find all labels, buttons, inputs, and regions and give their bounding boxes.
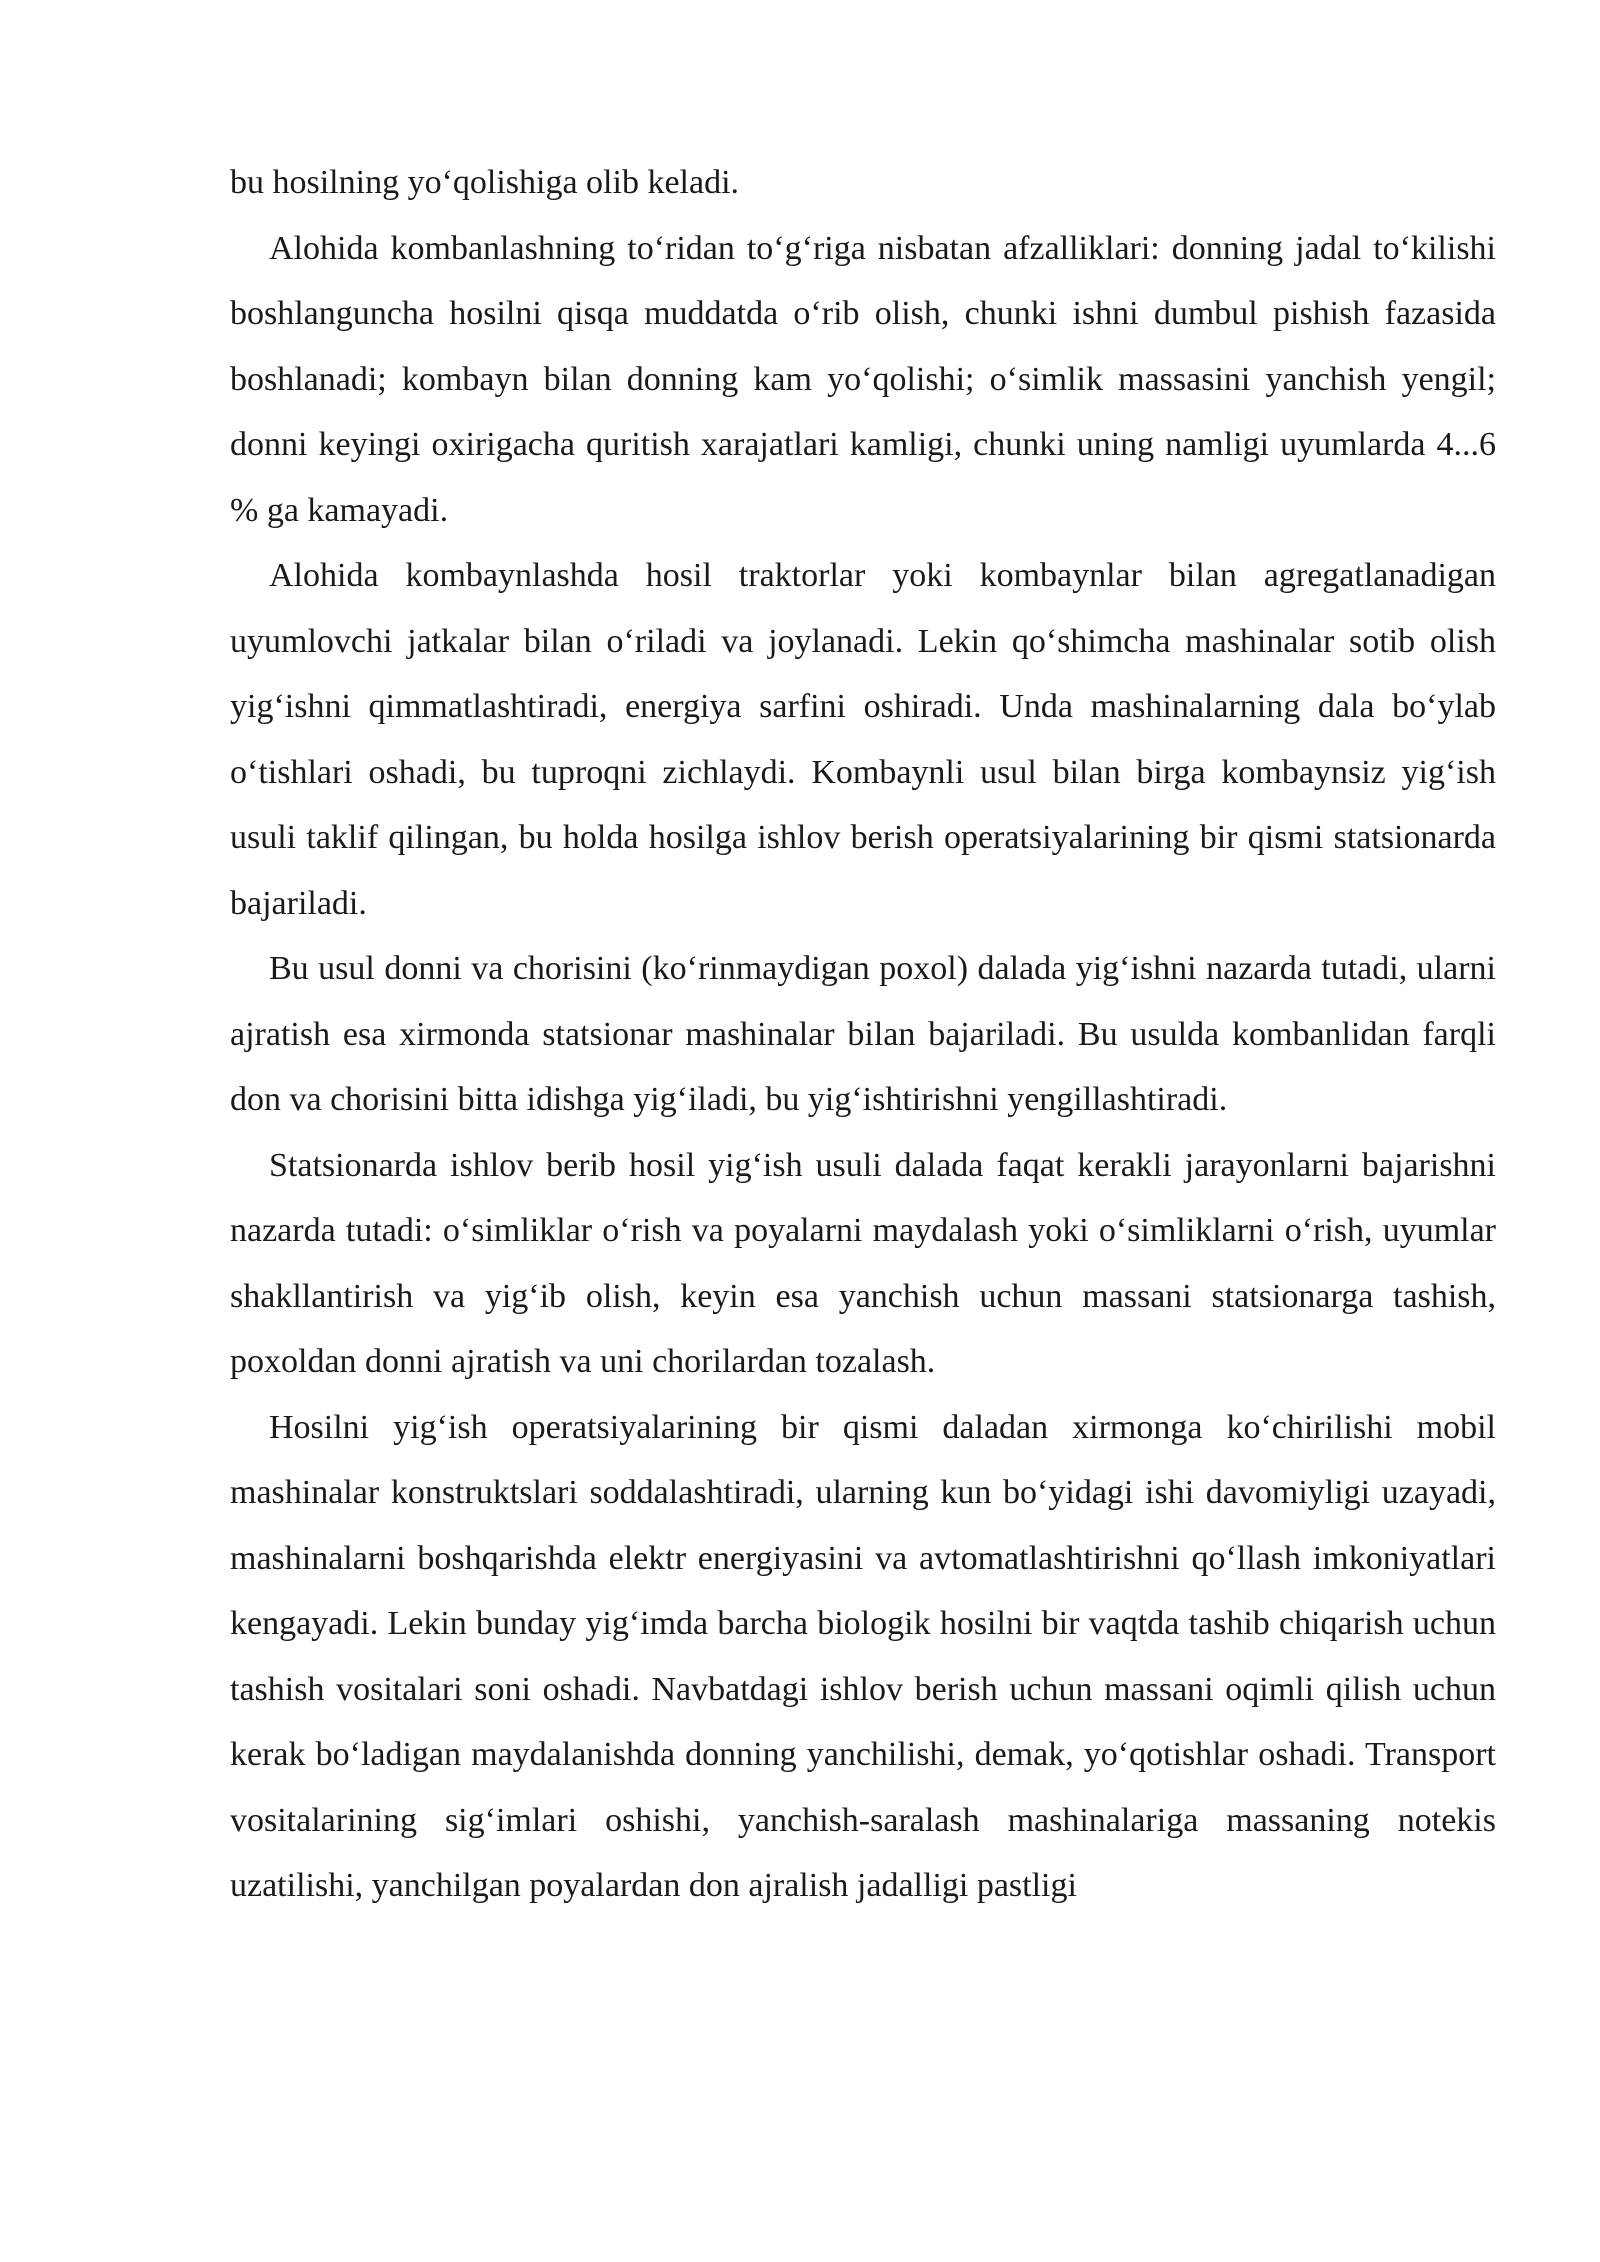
paragraph: Alohida kombaynlashda hosil traktorlar yoki kombaynlar bilan agregatlanadigan uyumlovchi jatkalar bilan o‘riladi va joylanadi. Lekin qo‘shimcha mashinalar sotib olish yig‘ishni qimmatlashtiradi, energiya sarfini oshiradi. Unda mashinalarning dala bo‘ylab o‘tishlari oshadi, bu tuproqni zichlaydi. Kombaynli usul bilan birga kombaynsiz yig‘ish usuli taklif qilingan, bu holda hosilga ishlov berish operatsiyalarining bir qismi statsionarda bajariladi. <box>230 557 1496 922</box>
paragraph-continuation: bu hosilning yo‘qolishiga olib keladi. <box>230 164 740 201</box>
document-body <box>230 150 1496 1919</box>
paragraph: Statsionarda ishlov berib hosil yig‘ish usuli dalada faqat kerakli jarayonlarni bajarishni nazarda tutadi: o‘simliklar o‘rish va poyalarni maydalash yoki o‘simliklarni o‘rish, uyumlar shakllantirish va yig‘ib olish, keyin esa yanchish uchun massani statsionarga tashish, poxoldan donni ajratish va uni chorilardan tozalash. <box>230 1146 1496 1380</box>
paragraph: Bu usul donni va chorisini (ko‘rinmaydigan poxol) dalada yig‘ishni nazarda tutadi, ularni ajratish esa xirmonda statsionar mashinalar bilan bajariladi. Bu usulda kombanlidan farqli don va chorisini bitta idishga yig‘iladi, bu yig‘ishtirishni yengillashtiradi. <box>230 950 1496 1118</box>
paragraph: Alohida kombanlashning to‘ridan to‘g‘riga nisbatan afzalliklari: donning jadal to‘kilishi boshlanguncha hosilni qisqa muddatda o‘rib olish, chunki ishni dumbul pishish fazasida boshlanadi; kombayn bilan donning kam yo‘qolishi; o‘simlik massasini yanchish yengil; donni keyingi oxirigacha quritish xarajatlari kamligi, chunki uning namligi uyumlarda 4...6 % ga kamayadi. <box>230 229 1496 529</box>
paragraph: Hosilni yig‘ish operatsiyalarining bir qismi daladan xirmonga ko‘chirilishi mobil mashinalar konstruktslari soddalashtiradi, ularning kun bo‘yidagi ishi davomiyligi uzayadi, mashinalarni boshqarishda elektr energiyasini va avtomatlashtirishni qo‘llash imkoniyatlari kengayadi. Lekin bunday yig‘imda barcha biologik hosilni bir vaqtda tashib chiqarish uchun tashish vositalari soni oshadi. Navbatdagi ishlov berish uchun massani oqimli qilish uchun kerak bo‘ladigan maydalanishda donning yanchilishi, demak, yo‘qotishlar oshadi. Transport vositalarining sig‘imlari oshishi, yanchish-saralash mashinalariga massaning notekis uzatilishi, yanchilgan poyalardan don ajralish jadalligi pastligi <box>230 1408 1496 1904</box>
